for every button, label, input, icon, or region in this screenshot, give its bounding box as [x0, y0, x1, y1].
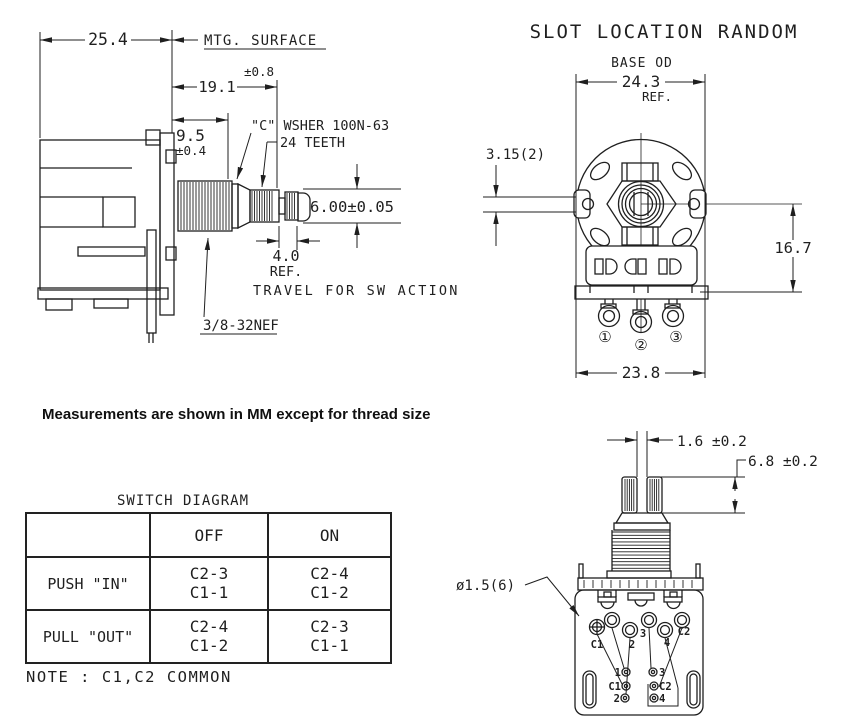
pad-label-2: 2: [628, 639, 636, 651]
pull-on-line-1: C2-3: [310, 616, 349, 636]
front-view-title: SLOT LOCATION RANDOM: [529, 21, 799, 43]
switch-row-push-label: PUSH "IN": [27, 556, 149, 609]
contact-label-3: 3: [659, 667, 666, 679]
pot-body-outline: [38, 140, 168, 310]
shaft: [232, 184, 310, 228]
teeth-label: 24 TEETH: [280, 135, 346, 151]
travel-ref-text: REF.: [269, 264, 303, 280]
base-od-ref: REF.: [641, 89, 673, 104]
switch-push-off-cell: [149, 556, 267, 609]
dim-bushing-len-tol: ±0.8: [243, 64, 275, 79]
contact-label-c1: C1: [608, 681, 621, 693]
leader-c-washer: [237, 133, 251, 179]
switch-push-on-cell: [267, 556, 390, 609]
travel-dim-text: 4.0: [272, 247, 300, 265]
switch-table-title: SWITCH DIAGRAM: [117, 493, 250, 509]
threaded-bushing-bottom: [607, 530, 671, 578]
pad-label-c1: C1: [590, 639, 604, 651]
shaft-dia-text: 6.00±0.05: [310, 198, 394, 216]
dim-bushing-len-text: 19.1: [198, 78, 236, 96]
push-off-line-1: C2-3: [189, 563, 229, 583]
contact-label-c2: C2: [659, 681, 672, 693]
pull-on-line-2: C1-1: [310, 635, 349, 655]
switch-table: [25, 512, 392, 664]
units-note: Measurements are shown in MM except for thread size: [42, 406, 431, 423]
contact-label-1: 1: [614, 667, 621, 679]
terminal-3-number: ③: [669, 328, 683, 346]
contact-label-2: 2: [613, 693, 620, 705]
dim-thread-len-tol: ±0.4: [176, 143, 207, 158]
center-height-text: 16.7: [774, 239, 812, 257]
pad-label-c2: C2: [677, 626, 691, 638]
body-width-text: 23.8: [621, 363, 661, 382]
switch-row-pull-label: PULL "OUT": [27, 609, 149, 662]
pull-off-line-1: C2-4: [189, 616, 229, 636]
pad-label-3: 3: [639, 628, 647, 640]
switch-pull-on-cell: [267, 609, 390, 662]
hole-dia-text: ø1.5(6): [456, 578, 516, 594]
side-mount-slots: [583, 671, 700, 708]
slot-depth-text: 6.8 ±0.2: [748, 454, 818, 470]
slotted-shaft-top: [614, 477, 670, 530]
switch-diagram: [25, 493, 392, 664]
terminal-2-number: ②: [634, 336, 648, 354]
push-on-line-1: C2-4: [310, 563, 349, 583]
threaded-bushing: [178, 181, 232, 231]
mtg-surface-label: MTG. SURFACE: [204, 33, 318, 49]
thread-spec-text: 3/8-32NEF: [203, 318, 279, 334]
dim-body-width-text: 25.4: [88, 30, 128, 49]
contact-label-4: 4: [659, 693, 666, 705]
slot-width-text: 1.6 ±0.2: [677, 434, 747, 450]
bottom-view-drawing: [450, 425, 860, 717]
pot-terminal-stubs: [598, 590, 682, 609]
dim-thread-len-text: 9.5: [176, 126, 205, 145]
centerlines: [641, 133, 802, 332]
push-off-line-2: C1-1: [189, 582, 229, 602]
side-view-drawing: [0, 0, 470, 405]
dim-slot-width: [607, 431, 673, 477]
switch-pull-off-cell: [149, 609, 267, 662]
switch-table-corner-cell: [27, 514, 149, 556]
terminal-block: [575, 246, 708, 299]
base-od-label: BASE OD: [611, 56, 673, 71]
travel-note-text: TRAVEL FOR SW ACTION: [253, 283, 460, 299]
switch-table-header-on: ON: [267, 514, 390, 556]
common-note: NOTE : C1,C2 COMMON: [26, 668, 232, 686]
leader-24-teeth: [262, 142, 277, 187]
c-washer-label: "C" WSHER 100N-63: [251, 118, 390, 134]
tab-thickness-text: 3.15(2): [486, 147, 546, 163]
leader-hole-dia: [525, 577, 579, 616]
front-view-drawing: [450, 0, 860, 400]
mounting-bracket: [146, 130, 176, 343]
switch-table-header-off: OFF: [149, 514, 267, 556]
pull-off-line-2: C1-2: [189, 635, 229, 655]
pad-label-4: 4: [663, 637, 671, 649]
dim-tab-thickness: [483, 165, 576, 246]
dim-slot-depth: [659, 460, 746, 513]
terminal-1-number: ①: [598, 328, 612, 346]
base-od-value: 24.3: [621, 72, 661, 91]
push-on-line-2: C1-2: [310, 582, 349, 602]
